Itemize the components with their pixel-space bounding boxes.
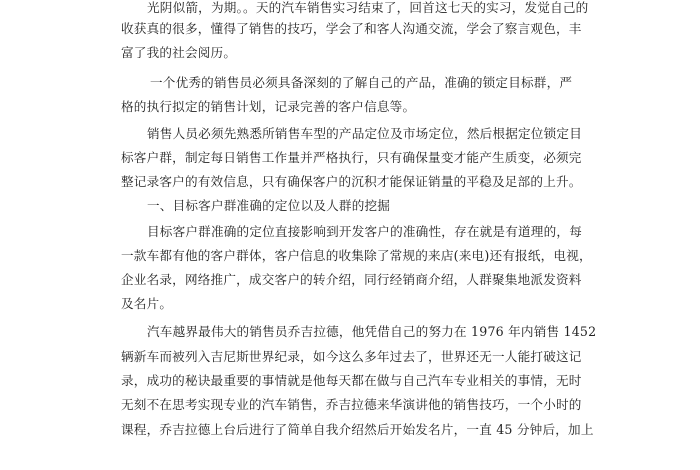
- text-line: 光阴似箭，为期。。天的汽车销售实习结束了，回首这七天的实习，发觉自己的: [147, 0, 589, 15]
- text-line: 目标客户群准确的定位直接影响到开发客户的准确性，存在就是有道理的，每: [147, 224, 582, 239]
- text-line: 无刻不在思考实现专业的汽车销售，乔吉拉德来华演讲他的销售技巧，一个小时的: [121, 397, 582, 412]
- text-line: 整记录客户的有效信息，只有确保客户的沉积才能保证销量的平稳及足部的上升。: [121, 174, 582, 189]
- text-line: 收获真的很多，懂得了销售的技巧，学会了和客人沟通交流，学会了察言观色，丰: [121, 21, 582, 36]
- text-line: 标客户群，制定每日销售工作量并严格执行，只有确保量变才能产生质变，必须完: [121, 150, 582, 165]
- text-line: 企业名录，网络推广，成交客户的转介绍，同行经销商介绍，人群聚集地派发资料: [121, 272, 582, 287]
- section-heading: 一、目标客户群准确的定位以及人群的挖掘: [147, 198, 391, 213]
- text-line: 销售人员必须先熟悉所销售车型的产品定位及市场定位，然后根据定位锁定目: [147, 126, 582, 141]
- text-line: 一款车都有他的客户群体，客户信息的收集除了常规的来店(来电)还有报纸，电视，: [121, 248, 592, 263]
- text-line: 富了我的社会阅历。: [121, 45, 237, 60]
- text-line: 及名片。: [121, 296, 173, 311]
- text-line: 汽车越界最伟大的销售员乔吉拉德，他凭借自己的努力在 1976 年内销售 1452: [147, 324, 597, 339]
- text-line: 课程，乔吉拉德上台后进行了简单自我介绍然后开始发名片，一直 45 分钟后，加上: [121, 422, 594, 437]
- text-line: 辆新车而被列入吉尼斯世界纪录，如今这么多年过去了，世界还无一人能打破这记: [121, 349, 582, 364]
- text-line: 录，成功的秘诀最重要的事情就是他每天都在做与自己汽车专业相关的事情，无时: [121, 373, 582, 388]
- text-line: 一个优秀的销售员必须具备深刻的了解自己的产品，准确的锁定目标群，严: [150, 75, 573, 90]
- text-line: 格的执行拟定的销售计划，记录完善的客户信息等。: [121, 99, 416, 114]
